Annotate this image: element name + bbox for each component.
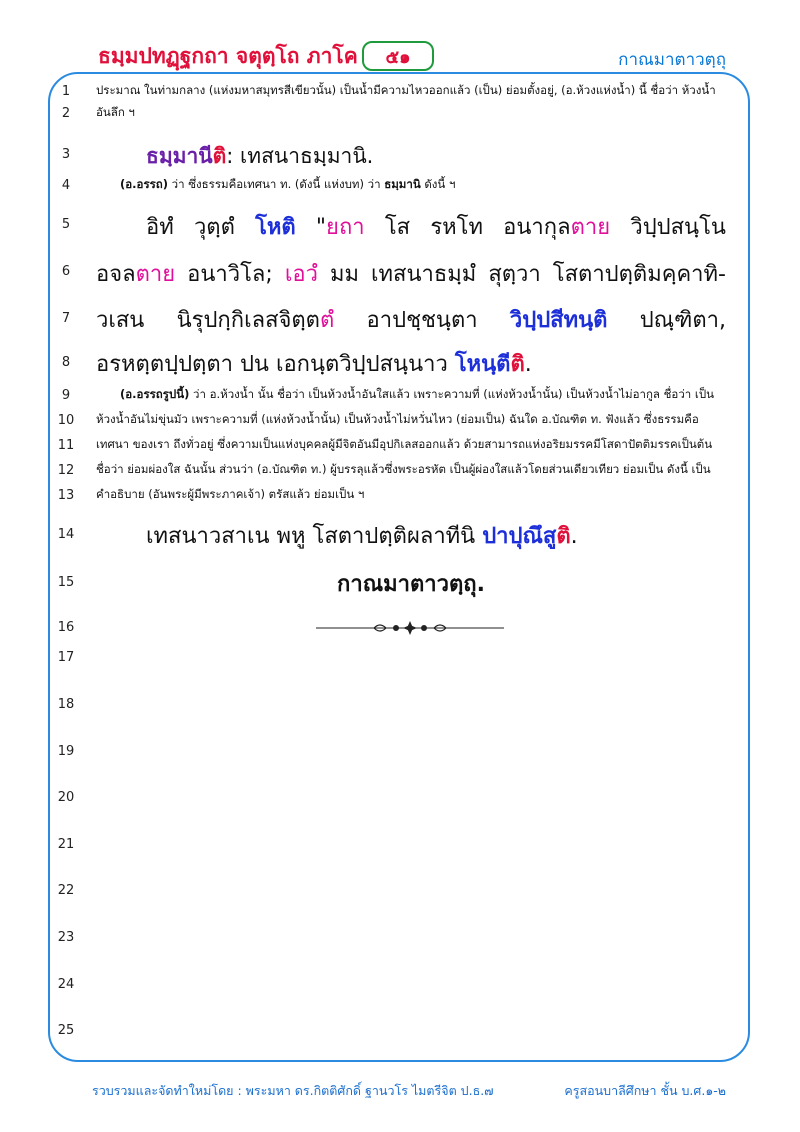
line-number: 3 (61, 147, 71, 162)
line-number: 6 (61, 264, 71, 279)
line-number: 15 (57, 575, 75, 590)
word: อนากุล (503, 215, 571, 240)
line-4-end: ดังนี้ ฯ (420, 177, 456, 191)
word: นิรุปกฺกิเลสจิตฺต (176, 308, 320, 333)
word: มม (329, 262, 359, 287)
verb-word: โหนฺตี (454, 352, 511, 377)
line-number: 25 (57, 1023, 75, 1038)
word: อจล (96, 262, 136, 287)
verb-word: โหติ (255, 215, 296, 240)
word: วเสน (96, 308, 145, 333)
story-title: กาณมาตาวตฺถุ (618, 50, 726, 70)
line-number: 4 (61, 178, 71, 193)
line-number: 12 (57, 463, 75, 478)
bracket-term: (อ.อรรถรูปนี้) (120, 387, 190, 401)
period: . (570, 524, 578, 549)
period: . (524, 352, 532, 377)
word: สุตฺวา (488, 262, 541, 287)
line-number: 2 (61, 106, 71, 121)
line-6 (96, 256, 726, 291)
line-10: ห้วงน้ำอันไม่ขุ่นมัว เพราะความที่ (แห่งห้วงน้ำนั้น) เป็นห้วงน้ำไม่หวั่นไหว (ย่อมเป็น) ฉันใด อ.บัณฑิต ท. ฟังแล้ว ซึ่งธรรมคือ (96, 412, 699, 426)
line-5 (146, 209, 726, 244)
line-number: 16 (57, 620, 75, 635)
line-11: เทศนา ของเรา ถึงทั่วอยู่ ซึ่งความเป็นแห่งบุคคลผู้มีจิตอันมีอุปกิเลสออกแล้ว ด้วยสามารถแห่งอริยมรรคมีโสดาปัตติมรรคเป็นต้น (96, 437, 713, 451)
line-number: 18 (57, 697, 75, 712)
iti-particle: ติ (510, 352, 525, 377)
gloss: : เทสนาธมฺมานิ. (226, 144, 374, 168)
line-number: 17 (57, 650, 75, 665)
word: ปณฺฑิตา, (639, 308, 726, 333)
word: ยถา (326, 215, 365, 240)
word: อนาวิโล; (187, 262, 273, 287)
line-14-text: เทสนาวสาเน พหู โสตาปตฺติผลาทีนิ (146, 524, 483, 549)
footer-class-info: ครูสอนบาลีศึกษา ชั้น บ.ศ.๑-๒ (564, 1083, 726, 1098)
story-end-title: กาณมาตาวตฺถุ. (337, 572, 485, 597)
line-8-text: อรหตฺตปฺปตฺตา ปน เอกนฺตวิปฺปสนฺนาว (96, 352, 455, 377)
iti-particle: ติ (556, 524, 571, 549)
line-number: 13 (57, 488, 75, 503)
line-4-text: ว่า ซึ่งธรรมคือเทศนา ท. (ดังนี้ แห่งบท) ว่า (168, 177, 385, 191)
line-number: 24 (57, 977, 75, 992)
line-12: ชื่อว่า ย่อมผ่องใส ฉันนั้น ส่วนว่า (อ.บัณฑิต ท.) ผู้บรรลุแล้วซึ่งพระอรหัต เป็นผู้ผ่องใสแล้วโดยส่วนเดียวเทียว ย่อมเป็น ดังนี้ เป็น (96, 462, 711, 476)
pali-term: ธมฺมานิ (384, 177, 421, 191)
word: รหโท (430, 215, 483, 240)
line-4 (120, 176, 726, 194)
line-8 (96, 346, 726, 381)
line-number: 5 (61, 217, 71, 232)
word: อิทํ (146, 215, 174, 240)
line-1: ประมาณ ในท่ามกลาง (แห่งมหาสมุทรสีเขียวนั้น) เป็นน้ำมีความไหวออกแล้ว (เป็น) ย่อมตั้งอยู่, (อ.ห้วงแห่งน้ำ) นี้ ชื่อว่า ห้วงน้ำ (96, 83, 716, 97)
line-number: 22 (57, 883, 75, 898)
iti-particle: ติ (212, 144, 227, 168)
word: เทสนาธมฺมํ (371, 262, 477, 287)
page-number-badge: ๕๑ (362, 41, 434, 71)
ornament-divider (316, 620, 504, 636)
line-number: 11 (57, 438, 75, 453)
line-number: 1 (61, 84, 71, 99)
word: เอวํ (284, 262, 318, 287)
suffix: ตาย (570, 215, 611, 240)
line-number: 8 (61, 355, 71, 370)
word: วิปฺปสนฺโน (630, 215, 726, 240)
word: วุตฺตํ (193, 215, 235, 240)
line-number: 19 (57, 744, 75, 759)
line-2: อันลึก ฯ (96, 105, 135, 119)
line-number: 9 (61, 388, 71, 403)
line-number: 7 (61, 311, 71, 326)
line-number: 21 (57, 837, 75, 852)
line-number: 23 (57, 930, 75, 945)
footer-credit: รวบรวมและจัดทำใหม่โดย : พระมหา ดร.กิตติศักดิ์ ฐานวโร ไมตรีจิต ป.ธ.๗ (92, 1083, 494, 1098)
suffix: ตาย (135, 262, 176, 287)
line-9-text: ว่า อ.ห้วงน้ำ นั้น ชื่อว่า เป็นห้วงน้ำอันใสแล้ว เพราะความที่ (แห่งห้วงน้ำนั้น) เป็นห้วงน้ำไม่อากูล ชื่อว่า เป็น (189, 387, 714, 401)
line-13: คำอธิบาย (อันพระผู้มีพระภาคเจ้า) ตรัสแล้ว ย่อมเป็น ฯ (96, 487, 365, 501)
line-number: 14 (57, 527, 75, 542)
line-number: 20 (57, 790, 75, 805)
quote-mark: " (315, 215, 327, 240)
verb-word: ปาปุณึสู (482, 524, 557, 549)
verb-word: วิปฺปสีทนฺติ (509, 308, 608, 333)
bracket-term: (อ.อรรถ) (120, 177, 169, 191)
pali-term: ธมฺมานี (146, 144, 213, 168)
line-number: 10 (57, 413, 75, 428)
line-9 (120, 386, 726, 404)
book-title: ธมฺมปทฏฺฐกถา จตุตฺโถ ภาโค (98, 44, 358, 68)
suffix: ตํ (319, 308, 335, 333)
line-3 (146, 140, 726, 173)
word: โสตาปตฺติมคฺคาทิ- (552, 262, 726, 287)
word: อาปชฺชนฺตา (366, 308, 478, 333)
line-14 (146, 518, 726, 553)
word: โส (384, 215, 411, 240)
line-7 (96, 302, 726, 337)
